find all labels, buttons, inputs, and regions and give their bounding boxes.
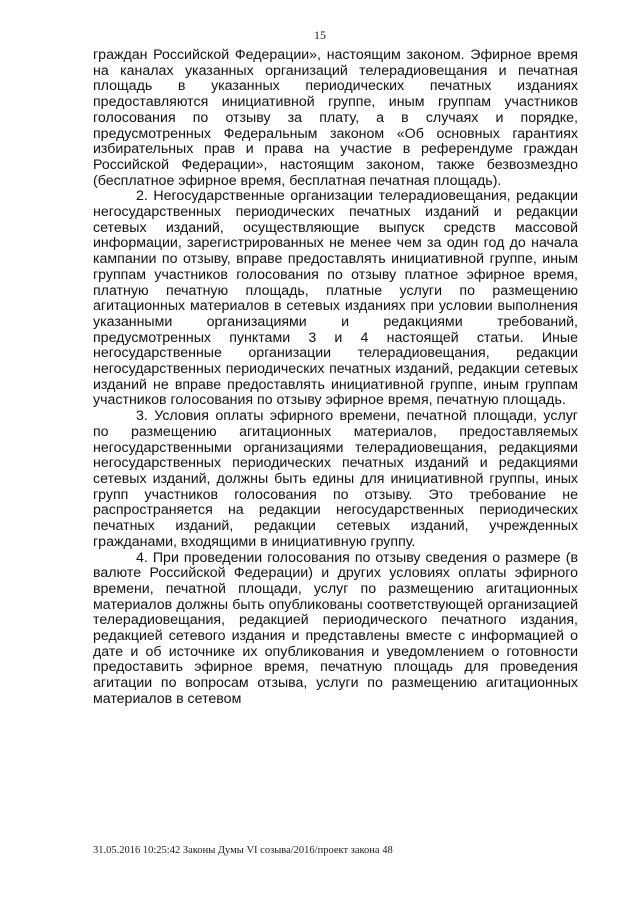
page-number: 15 [314, 28, 326, 42]
paragraph-item-2: 2. Негосударственные организации телерадиовещания, редакции негосударственных периодических печатных изданий и редакции сетевых изданий, осуществляющие выпуск средств массовой информации, зарегистрированных не менее чем за один год до начала кампании по отзыву, вправе предоставлять инициативной группе, иным группам участников голосования по отзыву платное эфирное время, платную печатную площадь, платные услуги по размещению агитационных материалов в сетевых изданиях при условии выполнения указанными организациями и редакциями требований, предусмотренных пунктами 3 и 4 настоящей статьи. Иные негосударственные организации телерадиовещания, редакции негосударственных периодических печатных изданий, редакции сетевых изданий не вправе предоставлять инициативной группе, иным группам участников голосования по отзыву эфирное время, печатную площадь. [93, 188, 578, 409]
paragraph-1-continued: граждан Российской Федерации», настоящим законом. Эфирное время на каналах указанных организаций телерадиовещания и печатная площадь в указанных периодических печатных изданиях предоставляются инициативной группе, иным группам участников голосования по отзыву за плату, а в случаях и порядке, предусмотренных Федеральным законом «Об основных гарантиях избирательных прав и права на участие в референдуме граждан Российской Федерации», настоящим законом, также безвозмездно (бесплатное эфирное время, бесплатная печатная площадь). [93, 47, 578, 189]
document-body [93, 48, 578, 708]
paragraph-item-4: 4. При проведении голосования по отзыву сведения о размере (в валюте Российской Федерации) и других условиях оплаты эфирного времени, печатной площади, услуг по размещению агитационных материалов должны быть опубликованы соответствующей организацией телерадиовещания, редакцией периодического печатного издания, редакцией сетевого издания и представлены вместе с информацией о дате и об источнике их опубликования и уведомлением о готовности предоставить эфирное время, печатную площадь для проведения агитации по вопросам отзыва, услуги по размещению агитационных материалов в сетевом [93, 549, 578, 707]
document-footer: 31.05.2016 10:25:42 Законы Думы VI созыва/2016/проект закона 48 [93, 845, 393, 856]
paragraph-item-3: 3. Условия оплаты эфирного времени, печатной площади, услуг по размещению агитационных материалов, предоставляемых негосударственными организациями телерадиовещания, редакциями негосударственных периодических печатных изданий и редакциями сетевых изданий, должны быть едины для инициативной группы, иных групп участников голосования по отзыву. Это требование не распространяется на редакции негосударственных периодических печатных изданий, редакции сетевых изданий, учрежденных гражданами, входящими в инициативную группу. [93, 408, 578, 550]
